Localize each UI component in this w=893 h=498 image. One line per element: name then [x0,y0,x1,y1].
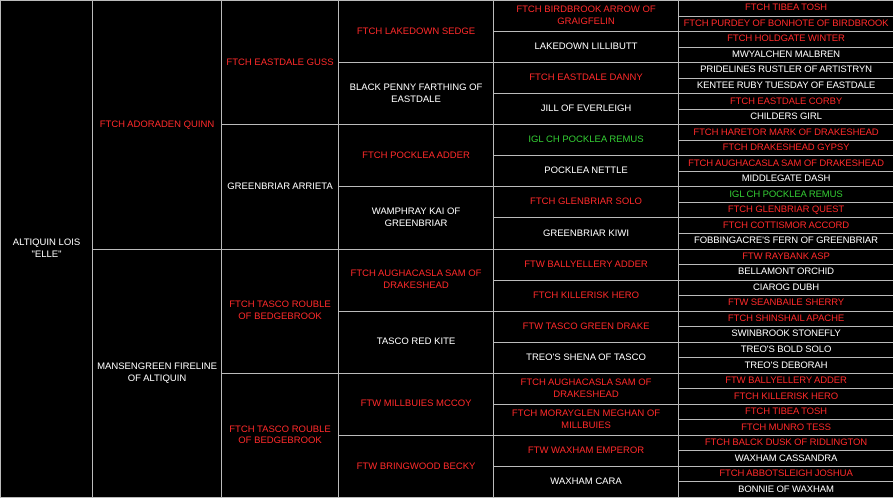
ancestor-gen5: FTCH KILLERISK HERO [679,389,893,405]
ancestor-gen5: FTCH HOLDGATE WINTER [679,32,893,48]
ancestor-gen5: FTCH SHINSHAIL APACHE [679,311,893,327]
ancestor-gen4: FTCH KILLERISK HERO [494,280,679,311]
ancestor-gen5: BELLAMONT ORCHID [679,265,893,281]
ancestor-gen5: FTCH PURDEY OF BONHOTE OF BIRDBROOK [679,16,893,32]
ancestor-gen4: FTCH EASTDALE DANNY [494,63,679,94]
ancestor-gen5: BONNIE OF WAXHAM [679,482,893,498]
ancestor-gen4: LAKEDOWN LILLIBUTT [494,32,679,63]
ancestor-gen5: MWYALCHEN MALBREN [679,47,893,63]
ancestor-gen2: FTCH TASCO ROUBLE OF BEDGEBROOK [222,373,339,497]
ancestor-gen4: FTW WAXHAM EMPEROR [494,435,679,466]
ancestor-gen5: FTW SEANBAILE SHERRY [679,296,893,312]
ancestor-gen1: MANSENGREEN FIRELINE OF ALTIQUIN [93,249,222,498]
ancestor-gen3: FTCH LAKEDOWN SEDGE [339,1,494,63]
ancestor-gen3: TASCO RED KITE [339,311,494,373]
ancestor-gen5: IGL CH POCKLEA REMUS [679,187,893,203]
ancestor-gen1: FTCH ADORADEN QUINN [93,1,222,250]
ancestor-gen3: BLACK PENNY FARTHING OF EASTDALE [339,63,494,125]
ancestor-gen5: FTCH DRAKESHEAD GYPSY [679,140,893,156]
ancestor-gen3: FTCH POCKLEA ADDER [339,125,494,187]
ancestor-gen4: FTCH MORAYGLEN MEGHAN OF MILLBUIES [494,404,679,435]
ancestor-gen5: FTCH AUGHACASLA SAM OF DRAKESHEAD [679,156,893,172]
ancestor-gen4: FTCH GLENBRIAR SOLO [494,187,679,218]
ancestor-gen2: GREENBRIAR ARRIETA [222,125,339,249]
ancestor-gen3: FTCH AUGHACASLA SAM OF DRAKESHEAD [339,249,494,311]
ancestor-gen2: FTCH EASTDALE GUSS [222,1,339,125]
ancestor-gen4: FTW BALLYELLERY ADDER [494,249,679,280]
ancestor-gen5: FTCH TIBEA TOSH [679,404,893,420]
ancestor-gen4: IGL CH POCKLEA REMUS [494,125,679,156]
ancestor-gen5: PRIDELINES RUSTLER OF ARTISTRYN [679,63,893,79]
ancestor-gen5: FTCH BALCK DUSK OF RIDLINGTON [679,435,893,451]
ancestor-gen4: FTW TASCO GREEN DRAKE [494,311,679,342]
ancestor-gen3: FTW MILLBUIES MCCOY [339,373,494,435]
ancestor-gen5: FTCH ABBOTSLEIGH JOSHUA [679,466,893,482]
ancestor-gen5: TREO'S DEBORAH [679,358,893,374]
ancestor-gen5: CHILDERS GIRL [679,109,893,125]
ancestor-gen5: WAXHAM CASSANDRA [679,451,893,467]
ancestor-gen5: FTW BALLYELLERY ADDER [679,373,893,389]
ancestor-gen4: TREO'S SHENA OF TASCO [494,342,679,373]
pedigree-row [1,1,893,17]
ancestor-gen4: FTCH AUGHACASLA SAM OF DRAKESHEAD [494,373,679,404]
ancestor-gen5: FTCH EASTDALE CORBY [679,94,893,110]
ancestor-gen2: FTCH TASCO ROUBLE OF BEDGEBROOK [222,249,339,373]
ancestor-gen4: POCKLEA NETTLE [494,156,679,187]
subject-dog: ALTIQUIN LOIS "ELLE" [1,1,93,498]
ancestor-gen5: FTCH MUNRO TESS [679,420,893,436]
ancestor-gen3: WAMPHRAY KAI OF GREENBRIAR [339,187,494,249]
ancestor-gen3: FTW BRINGWOOD BECKY [339,435,494,497]
ancestor-gen5: SWINBROOK STONEFLY [679,327,893,343]
ancestor-gen5: FTW RAYBANK ASP [679,249,893,265]
ancestor-gen5: KENTEE RUBY TUESDAY OF EASTDALE [679,78,893,94]
pedigree-row [1,249,893,265]
ancestor-gen5: FTCH TIBEA TOSH [679,1,893,17]
ancestor-gen5: CIAROG DUBH [679,280,893,296]
ancestor-gen4: GREENBRIAR KIWI [494,218,679,249]
ancestor-gen5: FTCH HARETOR MARK OF DRAKESHEAD [679,125,893,141]
ancestor-gen5: FOBBINGACRE'S FERN OF GREENBRIAR [679,233,893,249]
ancestor-gen5: TREO'S BOLD SOLO [679,342,893,358]
ancestor-gen4: JILL OF EVERLEIGH [494,94,679,125]
ancestor-gen4: WAXHAM CARA [494,466,679,497]
ancestor-gen5: MIDDLEGATE DASH [679,171,893,187]
ancestor-gen5: FTCH COTTISMOR ACCORD [679,218,893,234]
ancestor-gen5: FTCH GLENBRIAR QUEST [679,202,893,218]
ancestor-gen4: FTCH BIRDBROOK ARROW OF GRAIGFELIN [494,1,679,32]
